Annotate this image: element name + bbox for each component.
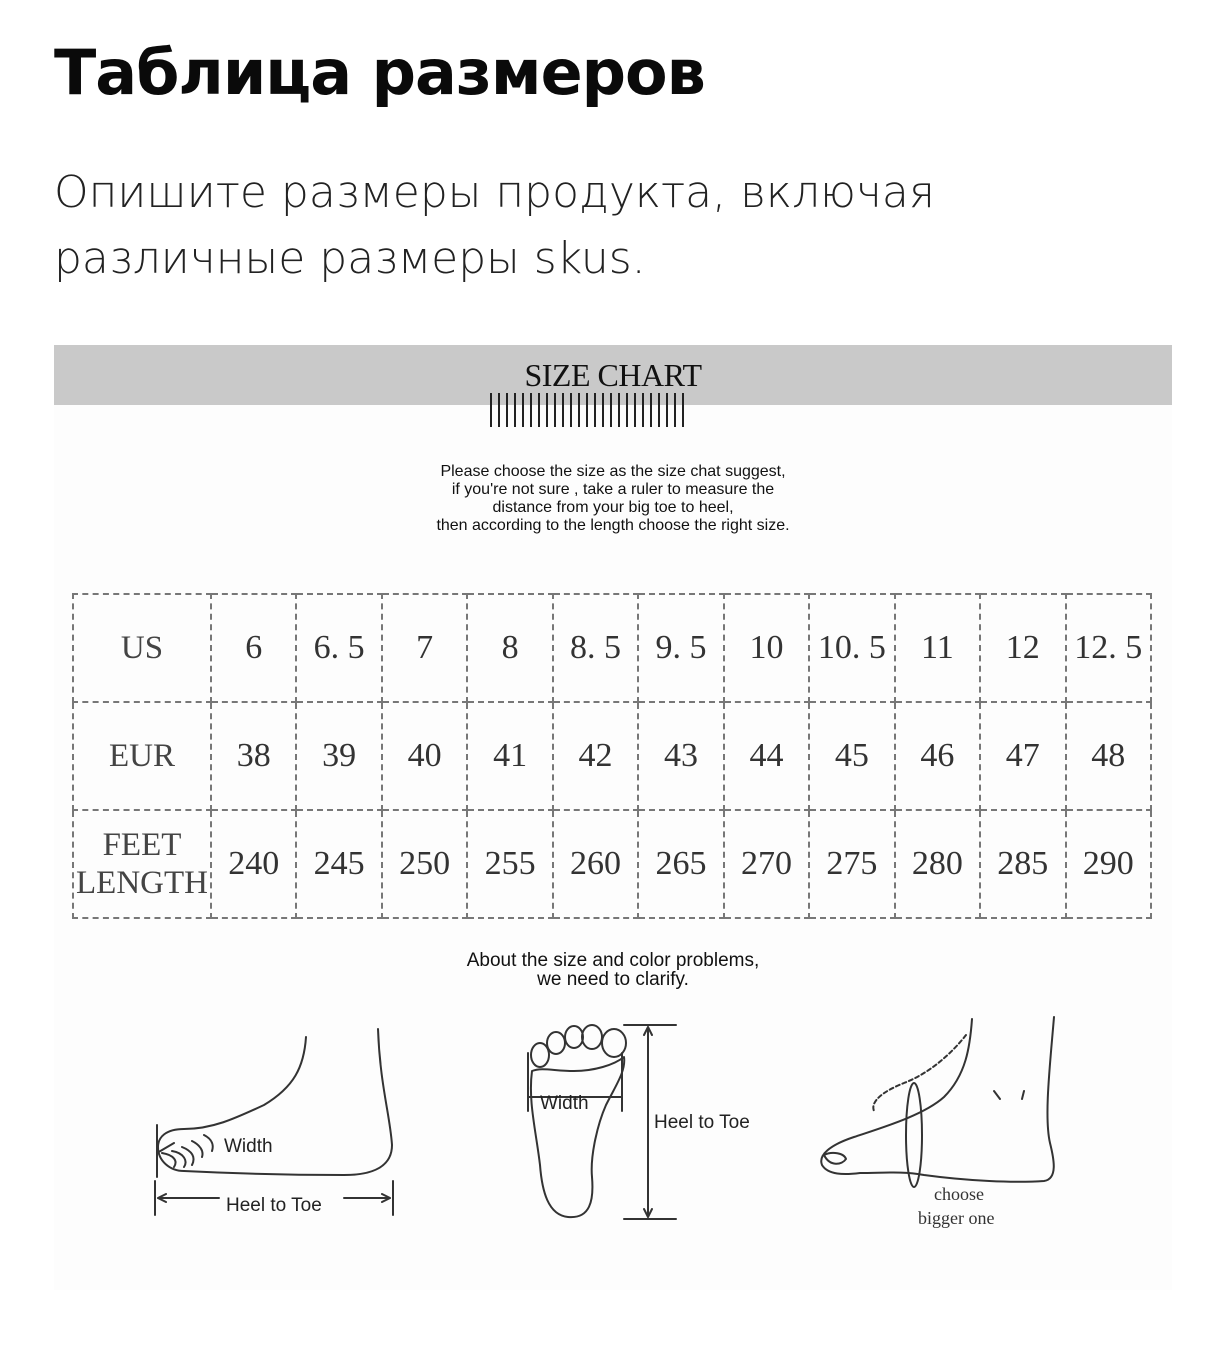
sole-width-label: Width [540,1093,589,1114]
size-cell: 265 [638,810,723,918]
size-cell: 9. 5 [638,594,723,702]
size-cell: 10. 5 [809,594,894,702]
sole-toe-3 [565,1026,583,1048]
size-chart-image [54,345,1172,1290]
size-cell: 12 [980,594,1065,702]
size-instructions: Please choose the size as the size chat suggest, if you're not sure , take a ruler to measure the distance from your big toe to heel, then according to the length choose the right size. [436,463,790,534]
size-cell: 11 [895,594,980,702]
size-cell: 6 [211,594,296,702]
size-cell: 42 [553,702,638,810]
sole-toe-4 [582,1025,602,1049]
size-table-row [73,702,1151,810]
side-width-label: Width [224,1136,273,1157]
size-cell: 250 [382,810,467,918]
size-cell: 6. 5 [296,594,381,702]
chart-heading: SIZE CHART [524,357,702,393]
size-row-label: FEET LENGTH [73,810,211,918]
fit-toe-nail [824,1153,846,1164]
size-cell: 245 [296,810,381,918]
size-cell: 285 [980,810,1065,918]
size-cell: 43 [638,702,723,810]
size-table-row [73,594,1151,702]
size-cell: 10 [724,594,809,702]
size-cell: 39 [296,702,381,810]
size-cell: 45 [809,702,894,810]
side-foot-toes [162,1135,213,1167]
size-cell: 12. 5 [1066,594,1151,702]
side-foot-diagram [155,1029,393,1215]
sole-outline [531,1057,624,1217]
shoe-fit-diagram [821,1017,1054,1187]
size-cell: 275 [809,810,894,918]
size-cell: 280 [895,810,980,918]
size-cell: 255 [467,810,552,918]
sole-length-label: Heel to Toe [654,1112,750,1133]
size-cell: 46 [895,702,980,810]
size-cell: 290 [1066,810,1151,918]
size-cell: 7 [382,594,467,702]
size-table [72,593,1152,919]
size-row-label: EUR [73,702,211,810]
sole-toe-1 [531,1043,549,1067]
page-description: Опишите размеры продукта, включая различные размеры skus. [54,167,935,284]
size-cell: 40 [382,702,467,810]
tip-line-2: bigger one [918,1208,995,1228]
side-length-label: Heel to Toe [226,1195,322,1216]
size-cell: 48 [1066,702,1151,810]
fit-shoe-opening [906,1083,922,1187]
barcode-decoration [490,393,684,427]
size-cell: 8 [467,594,552,702]
size-cell: 38 [211,702,296,810]
size-cell: 41 [467,702,552,810]
size-cell: 240 [211,810,296,918]
size-cell: 260 [553,810,638,918]
fit-ankle-marks [994,1091,1024,1099]
size-row-label: US [73,594,211,702]
side-foot-outline [158,1029,392,1175]
sole-toe-2 [547,1032,565,1054]
foot-measurement-diagrams [54,1005,1172,1245]
size-table-row [73,810,1151,918]
size-cell: 47 [980,702,1065,810]
tip-line-1: choose [934,1184,984,1204]
page-title: Таблица размеров [54,36,705,109]
about-note: About the size and color problems, we need to clarify. [466,950,760,990]
fit-leg-outline [821,1017,1054,1182]
size-cell: 270 [724,810,809,918]
size-cell: 8. 5 [553,594,638,702]
size-cell: 44 [724,702,809,810]
